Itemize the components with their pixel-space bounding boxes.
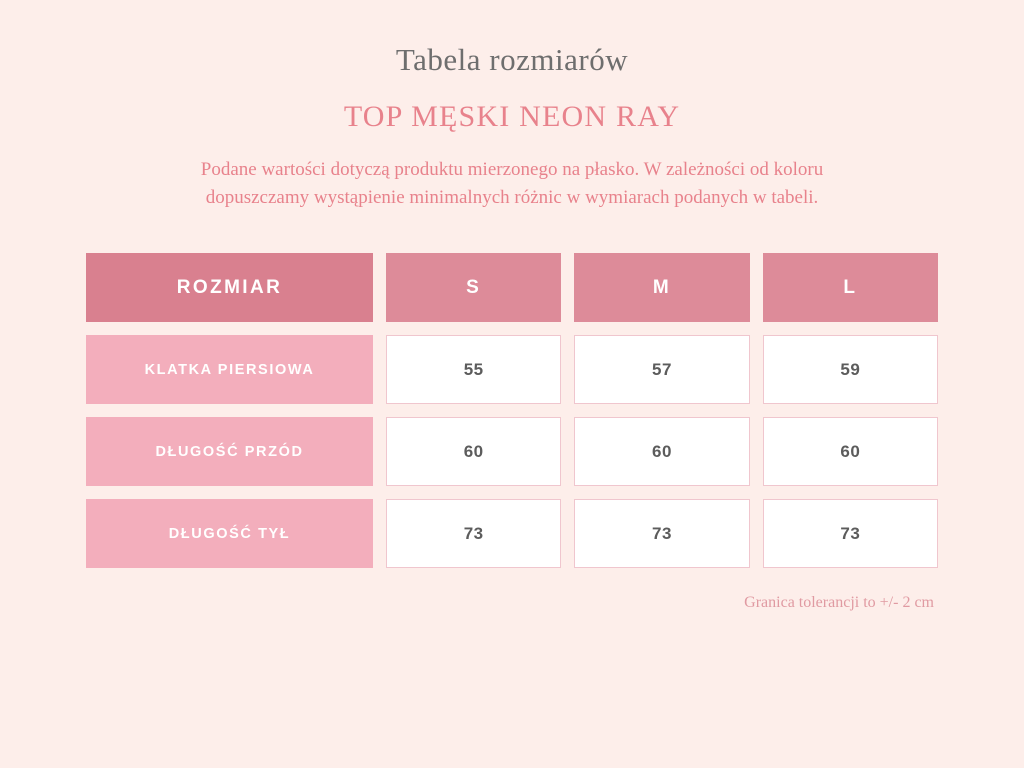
cell-chest-m: 57 bbox=[574, 335, 749, 404]
intro-text bbox=[112, 156, 912, 211]
cell-length-front-s: 60 bbox=[386, 417, 561, 486]
column-header-m: M bbox=[574, 253, 749, 322]
cell-length-front-m: 60 bbox=[574, 417, 749, 486]
table-row bbox=[86, 417, 938, 486]
cell-chest-s: 55 bbox=[386, 335, 561, 404]
column-header-l: L bbox=[763, 253, 938, 322]
table-row bbox=[86, 499, 938, 568]
row-label-length-back: DŁUGOŚĆ TYŁ bbox=[86, 499, 373, 568]
cell-chest-l: 59 bbox=[763, 335, 938, 404]
table-header-row bbox=[86, 253, 938, 322]
row-label-chest: KLATKA PIERSIOWA bbox=[86, 335, 373, 404]
tolerance-note: Granica tolerancji to +/- 2 cm bbox=[744, 594, 934, 612]
column-header-s: S bbox=[386, 253, 561, 322]
column-header-size: ROZMIAR bbox=[86, 253, 373, 322]
page-title: Tabela rozmiarów bbox=[395, 42, 629, 77]
product-name: TOP MĘSKI NEON RAY bbox=[343, 100, 681, 133]
cell-length-front-l: 60 bbox=[763, 417, 938, 486]
intro-line-1: Podane wartości dotyczą produktu mierzonego na płasko. W zależności od koloru bbox=[200, 159, 824, 180]
cell-length-back-s: 73 bbox=[386, 499, 561, 568]
intro-line-2: dopuszczamy wystąpienie minimalnych różnic w wymiarach podanych w tabeli. bbox=[205, 186, 819, 208]
row-label-length-front: DŁUGOŚĆ PRZÓD bbox=[86, 417, 373, 486]
cell-length-back-l: 73 bbox=[763, 499, 938, 568]
size-table bbox=[86, 253, 938, 568]
cell-length-back-m: 73 bbox=[574, 499, 749, 568]
table-row bbox=[86, 335, 938, 404]
